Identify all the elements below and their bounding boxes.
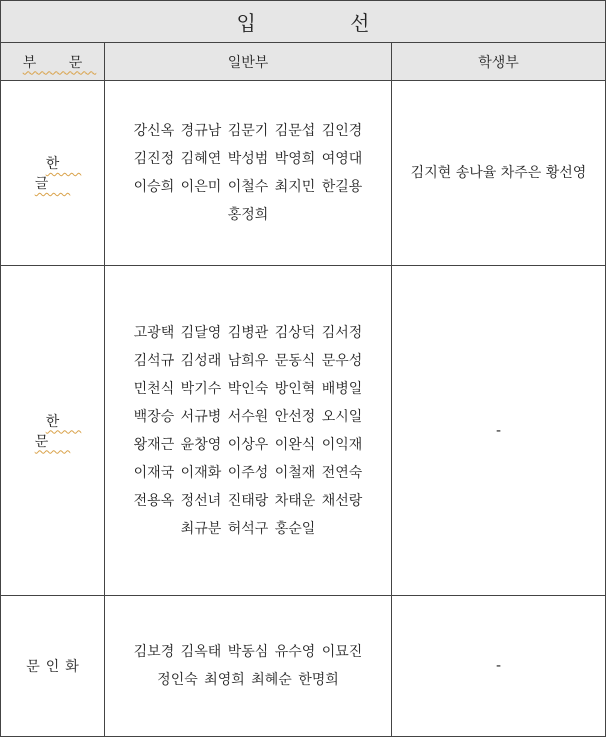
table-row-hangeul xyxy=(1,81,606,266)
name-line: 김보경 김옥태 박동심 유수영 이묘진 xyxy=(133,644,363,660)
name-line: 김진정 김혜연 박성범 박영희 여영대 xyxy=(133,151,363,167)
category-cell: 한 글 xyxy=(1,81,105,266)
name-line: 이승희 이은미 이철수 최지민 한길용 xyxy=(133,179,363,195)
name-line: 백장승 서규병 서수원 안선정 오시일 xyxy=(133,408,363,425)
name-line: 홍정희 xyxy=(227,207,269,223)
table-row-munin xyxy=(1,596,606,737)
header-general: 일반부 xyxy=(105,43,392,81)
student-names-cell: 김지현 송나율 차주은 황선영 xyxy=(392,81,606,266)
title-row xyxy=(1,1,606,43)
table-title: 입 선 xyxy=(1,1,606,43)
name-line: 전용옥 정선녀 진태랑 차태운 채선랑 xyxy=(133,492,363,509)
name-line: 정인숙 최영희 최혜순 한명희 xyxy=(157,672,339,688)
name-line: 최규분 허석구 홍순일 xyxy=(180,520,316,537)
name-line: 민천식 박기수 박인숙 방인혁 배병일 xyxy=(133,380,363,397)
header-student: 학생부 xyxy=(392,43,606,81)
header-row xyxy=(1,43,606,81)
name-line: 고광택 김달영 김병관 김상덕 김서정 xyxy=(133,324,363,341)
header-category: 부 문 xyxy=(1,43,105,81)
category-cell: 한 문 xyxy=(1,266,105,596)
name-line: 김석규 김성래 남희우 문동식 문우성 xyxy=(133,352,363,369)
name-line: 강신옥 경규남 김문기 김문섭 김인경 xyxy=(133,123,363,139)
general-names-cell xyxy=(105,266,392,596)
name-line: 왕재근 윤창영 이상우 이완식 이익재 xyxy=(133,436,363,453)
student-names-cell: - xyxy=(392,596,606,737)
general-names-cell xyxy=(105,81,392,266)
name-line: 이재국 이재화 이주성 이철재 전연숙 xyxy=(133,464,363,481)
category-cell: 문인화 xyxy=(1,596,105,737)
general-names-cell xyxy=(105,596,392,737)
table-row-hanmun xyxy=(1,266,606,596)
student-names-cell: - xyxy=(392,266,606,596)
